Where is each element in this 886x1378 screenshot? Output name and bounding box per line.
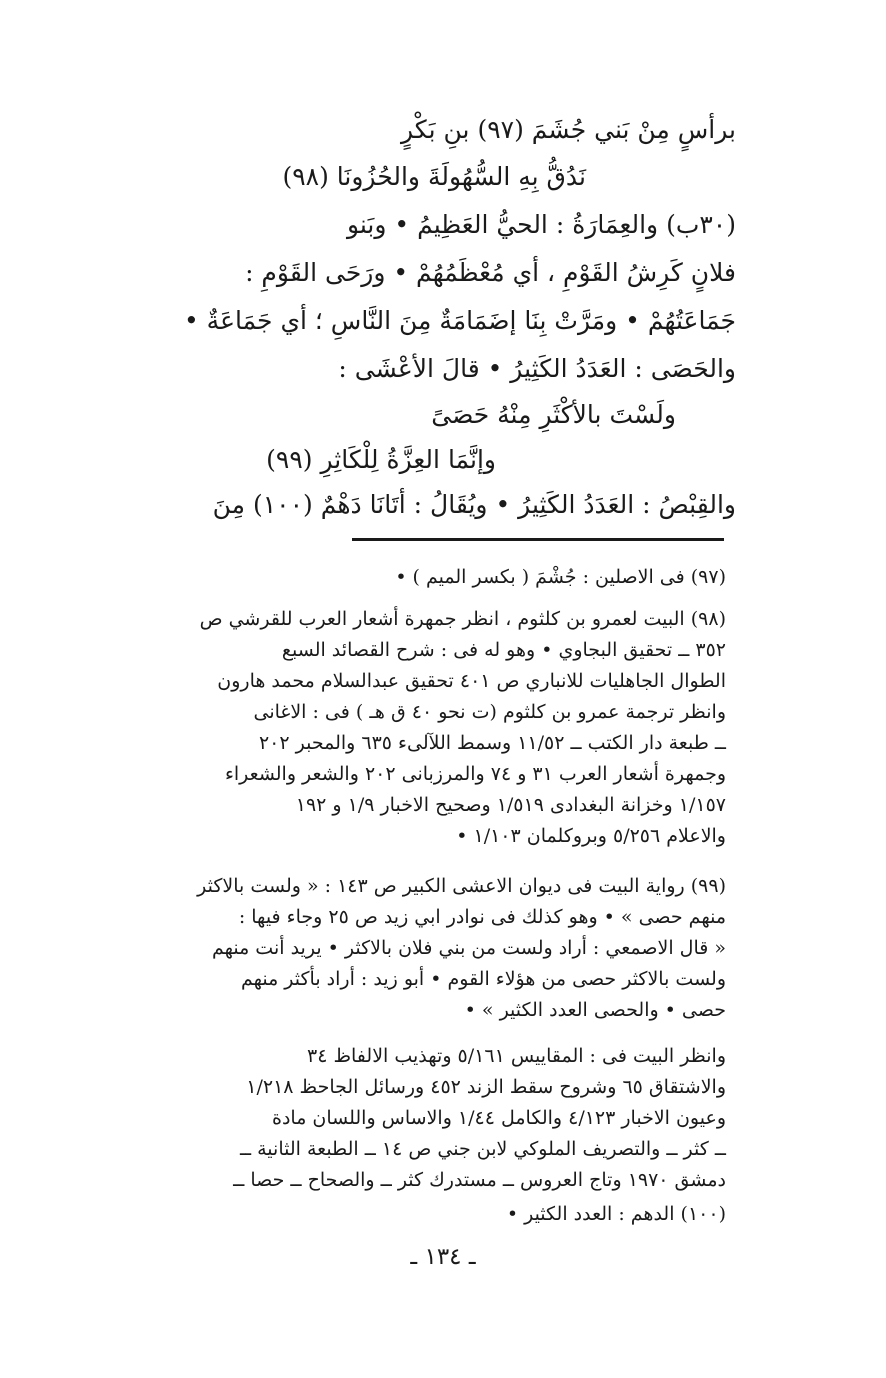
main-line: والقِبْصُ : العَدَدُ الكَثِيرُ • ويُقَالُ : أتَانَا دَهْمٌ (١٠٠) مِنَ (212, 490, 736, 519)
main-line: برأسٍ مِنْ بَني جُشَمَ (٩٧) بنِ بَكْرٍ (401, 115, 736, 144)
main-line: والحَصَى : العَدَدُ الكَثِيرُ • قالَ الأعْشَى : (338, 354, 736, 383)
footnote-line: ــ كثر ــ والتصريف الملوكي لابن جني ص ١٤ ــ الطبعة الثانية ــ (239, 1138, 726, 1160)
footnote-line: منهم حصى » • وهو كذلك فى نوادر ابي زيد ص ٢٥ وجاء فيها : (238, 906, 726, 928)
footnote-line: والاشتقاق ٦٥ وشروح سقط الزند ٤٥٢ ورسائل الجاحظ ١/٢١٨ (246, 1076, 726, 1098)
footnote-line: دمشق ١٩٧٠ وتاج العروس ــ مستدرك كثر ــ والصحاح ــ حصا ــ (233, 1169, 726, 1191)
footnote-line: (٩٨) البيت لعمرو بن كلثوم ، انظر جمهرة أشعار العرب للقرشي ص (199, 608, 726, 630)
main-line: جَمَاعَتُهُمْ • ومَرَّتْ بِنَا إضَمَامَةٌ مِنَ النَّاسِ ؛ أي جَمَاعَةٌ • (183, 306, 736, 335)
footnote-divider (352, 538, 724, 541)
footnote-line: ١/١٥٧ وخزانة البغدادى ١/٥١٩ وصحيح الاخبار ١/٩ و ١٩٢ (295, 794, 726, 816)
footnote-line: والاعلام ٥/٢٥٦ وبروكلمان ١/١٠٣ • (456, 825, 726, 847)
footnote-line: ــ طبعة دار الكتب ــ ١١/٥٢ وسمط اللآلىء ٦٣٥ والمحبر ٢٠٢ (258, 732, 726, 754)
footnote-line: « قال الاصمعي : أراد ولست من بني فلان بالاكثر • يريد أنت منهم (211, 937, 726, 959)
footnote-line: حصى • والحصى العدد الكثير » • (464, 999, 726, 1021)
main-line: ولَسْتَ بالأكْثَرِ مِنْهُ حَصَىً (431, 400, 676, 429)
footnote-line: (٩٩) رواية البيت فى ديوان الاعشى الكبير ص ١٤٣ : « ولست بالاكثر (197, 875, 726, 897)
main-line: (٣٠ب) والعِمَارَةُ : الحيُّ العَظِيمُ • وبَنو (346, 210, 736, 239)
footnote-line: ٣٥٢ ــ تحقيق البجاوي • وهو له فى : شرح القصائد السبع (281, 639, 726, 661)
main-line: فلانٍ كَرِشُ القَوْمِ ، أي مُعْظَمُهُمْ • ورَحَى القَوْمِ : (245, 258, 736, 287)
footnote-line: (٩٧) فى الاصلين : جُشْمَ ( بكسر الميم ) • (395, 566, 726, 588)
footnote-line: الطوال الجاهليات للانباري ص ٤٠١ تحقيق عبدالسلام محمد هارون (217, 670, 726, 692)
footnote-line: وجمهرة أشعار العرب ٣١ و ٧٤ والمرزبانى ٢٠٢ والشعر والشعراء (224, 763, 726, 785)
footnote-line: وعيون الاخبار ٤/١٢٣ والكامل ١/٤٤ والاساس واللسان مادة (271, 1107, 726, 1129)
page-number: ـ ١٣٤ ـ (410, 1244, 476, 1270)
main-line: نَدُقُّ بِهِ السُّهُولَةَ والحُزُونَا (٩٨) (282, 162, 586, 191)
footnote-line: وانظر البيت فى : المقاييس ٥/١٦١ وتهذيب الالفاظ ٣٤ (306, 1045, 726, 1067)
main-line: وإنَّمَا العِزَّةُ لِلْكَاثِرِ (٩٩) (266, 445, 496, 474)
footnote-line: (١٠٠) الدهم : العدد الكثير • (506, 1203, 726, 1225)
footnote-line: ولست بالاكثر حصى من هؤلاء القوم • أبو زيد : أراد بأكثر منهم (240, 968, 726, 990)
footnote-line: وانظر ترجمة عمرو بن كلثوم (ت نحو ٤٠ ق هـ ) فى : الاغانى (253, 701, 726, 723)
